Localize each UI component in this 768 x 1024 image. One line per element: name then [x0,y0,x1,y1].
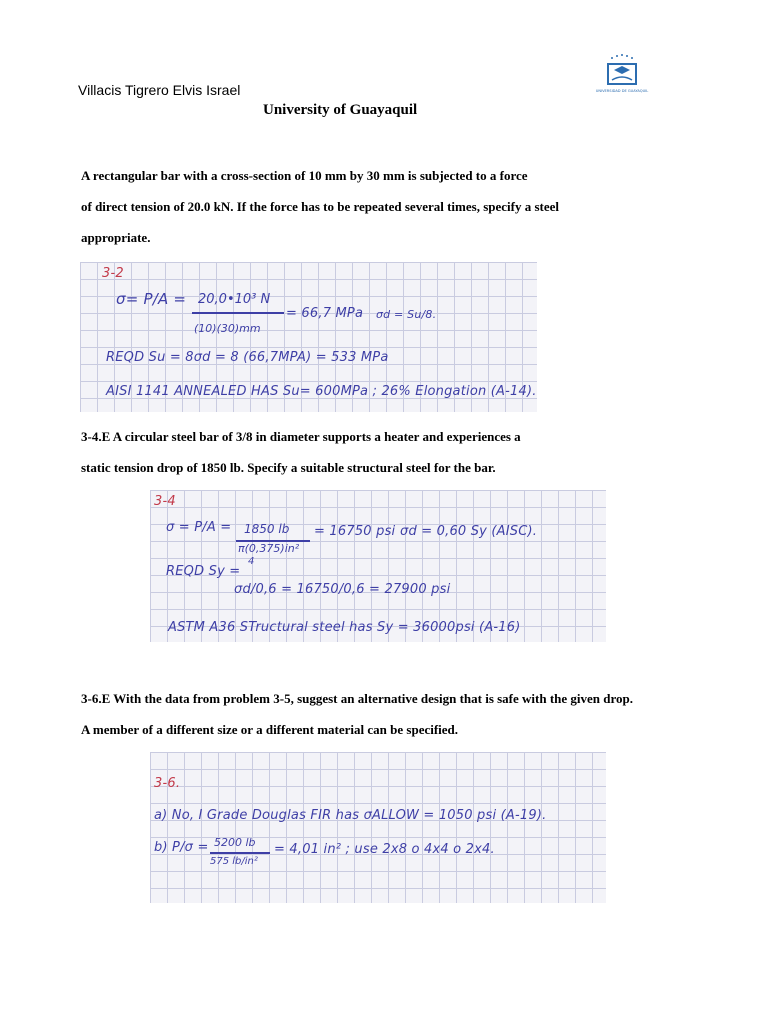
problem-2-handwritten-solution [150,490,606,642]
required-strength-label: REQD Sy = [166,564,241,579]
area-equation-denominator: 575 lb/in² [210,856,258,867]
university-logo-icon [595,52,649,96]
stress-equation-left: σ = P/A = [166,520,232,535]
problem-3-line-2: A member of a different size or a different material can be specified. [81,722,459,737]
stress-equation-result: = 66,7 MPa [286,306,364,321]
answer-part-a: a) No, I Grade Douglas FIR has σALLOW = 1050 psi (A-19). [154,808,547,823]
required-strength-equation: σd/0,6 = 16750/0,6 = 27900 psi [234,582,451,597]
fraction-bar [210,852,270,854]
required-strength-equation: REQD Su = 8σd = 8 (66,7MPA) = 533 MPa [106,350,389,365]
stress-equation-denominator: π(0,375)in² [238,542,300,555]
problem-1-line-3: appropriate. [81,230,151,245]
problem-1-handwritten-solution [80,262,537,412]
problem-3-line-1: 3-6.E With the data from problem 3-5, suggest an alternative design that is safe with the given drop. [81,691,634,706]
stress-equation-left: σ= P/A = [116,290,187,308]
material-selection: AISI 1141 ANNEALED HAS Su= 600MPa ; 26% Elongation (A-14). [106,384,537,399]
fraction-bar [192,312,284,314]
stress-equation-denominator-divisor: 4 [248,556,255,567]
design-stress-note: σd = 0,60 Sy (AISC). [400,524,538,539]
stress-equation-numerator: 1850 lb [244,522,290,536]
problem-1-line-2: of direct tension of 20.0 kN. If the force has to be repeated several times, specify a steel [81,199,560,214]
design-stress-note: σd = Su/8. [376,308,437,321]
university-logo [595,52,649,96]
problem-3-handwritten-solution [150,752,606,903]
material-selection: ASTM A36 STructural steel has Sy = 36000psi (A-16) [168,620,521,635]
stress-equation-denominator: (10)(30)mm [194,322,261,335]
solution-label: 3-6. [154,776,181,791]
logo-caption: UNIVERSIDAD DE GUAYAQUIL [595,89,649,93]
problem-2-line-2: static tension drop of 1850 lb. Specify a suitable structural steel for the bar. [81,460,496,475]
problem-2-line-1: 3-4.E A circular steel bar of 3/8 in diameter supports a heater and experiences a [81,429,521,444]
answer-part-b-left: b) P/σ = [154,840,209,855]
university-title: University of Guayaquil [263,102,418,118]
author-name: Villacis Tigrero Elvis Israel [78,82,241,98]
stress-equation-result: = 16750 psi [314,524,396,539]
area-equation-result: = 4,01 in² ; use 2x8 o 4x4 o 2x4. [274,842,495,857]
solution-label: 3-2 [102,266,124,281]
area-equation-numerator: 5200 lb [214,836,256,849]
solution-label: 3-4 [154,494,176,509]
problem-1-line-1: A rectangular bar with a cross-section of 10 mm by 30 mm is subjected to a force [81,168,528,183]
stress-equation-numerator: 20,0•10³ N [198,292,271,307]
